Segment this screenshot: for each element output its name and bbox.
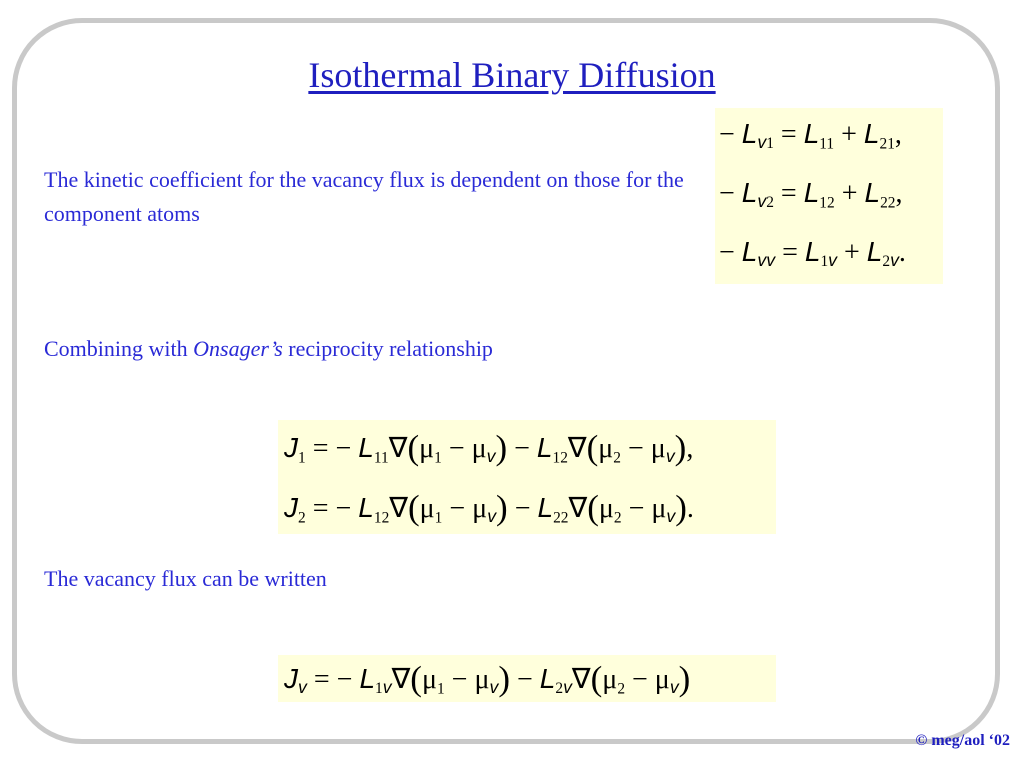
equation-vacancy-coefficient-1: − $L_{v1} = L_{11} + L_{21}$, [719, 118, 902, 153]
paragraph-kinetic-coefficient: The kinetic coefficient for the vacancy flux is dependent on those for the component atoms [44, 167, 684, 226]
equation-flux-jv: $J_v$ = − $L_{1v}\nabla(\mu_1 - \mu_v) - L_{2v}\nabla(\mu_2 - \mu_v)$ [284, 659, 691, 698]
paragraph-vacancy-flux: The vacancy flux can be written [44, 566, 327, 591]
equation-flux-j2: $J_2$ = − $L_{12}\nabla(\mu_1 - \mu_v) - L_{22}\nabla(\mu_2 - \mu_v)$. [284, 488, 694, 527]
slide-title: Isothermal Binary Diffusion [308, 55, 716, 95]
equation-flux-j1: $J_1$ = − $L_{11}\nabla(\mu_1 - \mu_v) - L_{12}\nabla(\mu_2 - \mu_v)$, [284, 428, 694, 467]
paragraph-onsager-before: Combining with [44, 336, 194, 361]
equation-box-vacancy-flux [278, 655, 776, 702]
copyright-notice: © meg/aol ‘02 [915, 732, 1010, 749]
equation-box-component-fluxes [278, 420, 776, 534]
onsager-emphasis: Onsager’s [193, 336, 283, 361]
equation-vacancy-coefficient-3: − $L_{vv} = L_{1v} + L_{2v}$. [719, 236, 906, 271]
equation-box-vacancy-coefficients [715, 108, 943, 284]
paragraph-onsager [44, 332, 704, 366]
paragraph-onsager-after: reciprocity relationship [282, 336, 493, 361]
equation-vacancy-coefficient-2: − $L_{v2} = L_{12} + L_{22}$, [719, 177, 903, 212]
